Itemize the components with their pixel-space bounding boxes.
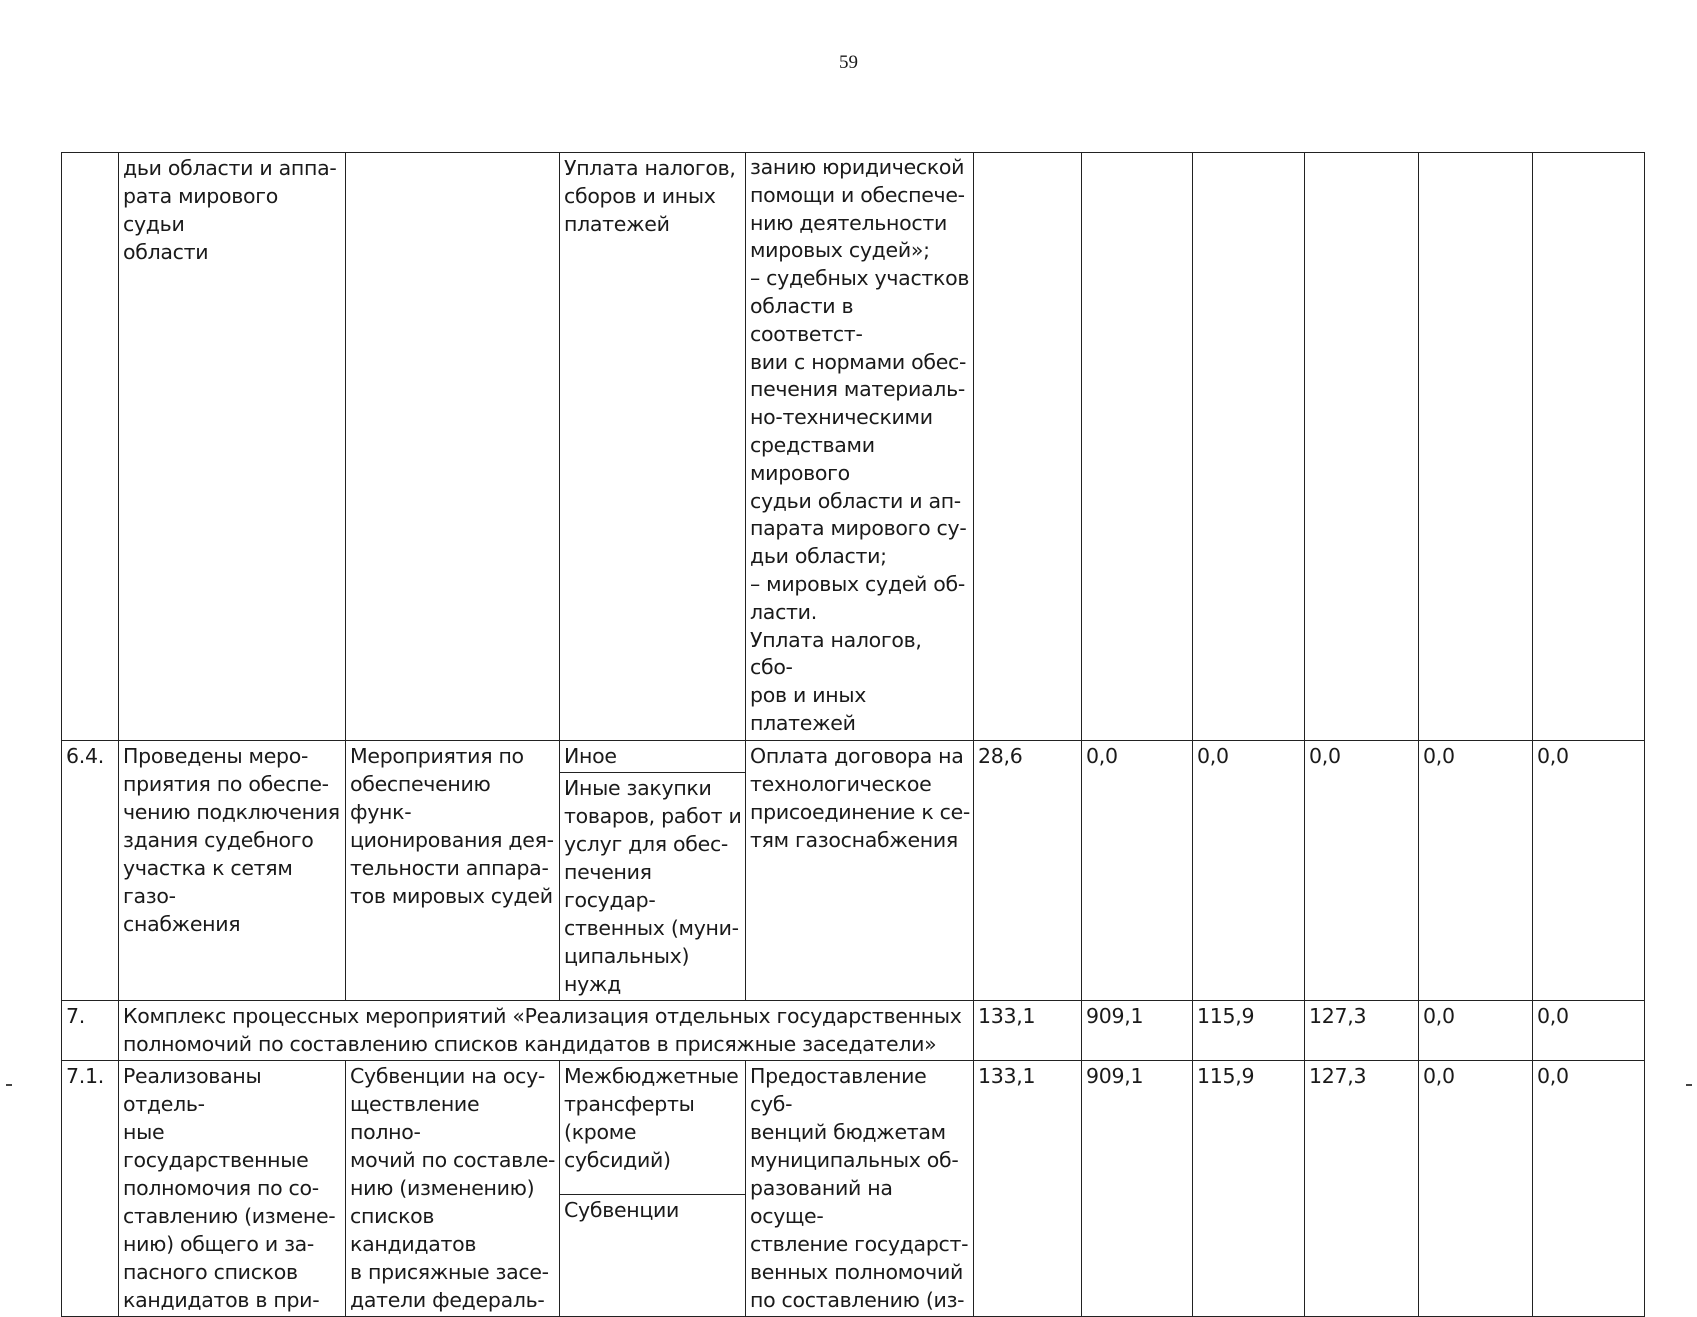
cell-expense: Субвенции bbox=[560, 1195, 746, 1317]
cell-num: 6.4. bbox=[62, 740, 119, 1000]
cell-value bbox=[1193, 153, 1305, 741]
cell-complex-title: Комплекс процессных мероприятий «Реализация отдельных государственных полномочий по составлению списков кандидатов в присяжные заседатели» bbox=[119, 1000, 974, 1060]
cell-value: 0,0 bbox=[1419, 1000, 1533, 1060]
cell-expense: Уплата налогов, сборов и иных платежей bbox=[560, 153, 746, 741]
cell-value: 127,3 bbox=[1305, 1000, 1419, 1060]
cell-result: дьи области и аппа- рата мирового судьи области bbox=[119, 153, 346, 741]
cell-type: Субвенции на осу- ществление полно- мочий по составле- нию (изменению) списков кандидатов в присяжные засе- датели федераль- bbox=[346, 1060, 560, 1316]
table-row-7 bbox=[62, 1000, 1645, 1060]
cell-description: Предоставление суб- венций бюджетам муниципальных об- разований на осуще- ствление государст- венных полномочий по составлению (из- bbox=[746, 1060, 974, 1316]
cell-description: Оплата договора на технологическое присоединение к се- тям газоснабжения bbox=[746, 740, 974, 1000]
cell-expense: Иное bbox=[560, 740, 746, 772]
cell-value: 0,0 bbox=[1419, 740, 1533, 1000]
cell-value: 127,3 bbox=[1305, 1060, 1419, 1316]
budget-measures-table bbox=[61, 152, 1645, 1317]
cell-type bbox=[346, 153, 560, 741]
cell-value bbox=[974, 153, 1082, 741]
cell-expense: Межбюджетные трансферты (кроме субсидий) bbox=[560, 1060, 746, 1194]
scan-edge-mark bbox=[6, 1084, 12, 1086]
scan-edge-mark bbox=[1686, 1084, 1692, 1086]
cell-value: 0,0 bbox=[1533, 1000, 1645, 1060]
cell-value bbox=[1419, 153, 1533, 741]
cell-num bbox=[62, 153, 119, 741]
cell-value: 133,1 bbox=[974, 1000, 1082, 1060]
cell-value: 0,0 bbox=[1082, 740, 1193, 1000]
cell-value: 133,1 bbox=[974, 1060, 1082, 1316]
cell-value: 115,9 bbox=[1193, 1060, 1305, 1316]
cell-value: 0,0 bbox=[1533, 1060, 1645, 1316]
cell-num: 7.1. bbox=[62, 1060, 119, 1316]
cell-value: 909,1 bbox=[1082, 1000, 1193, 1060]
cell-value: 0,0 bbox=[1533, 740, 1645, 1000]
cell-value: 0,0 bbox=[1419, 1060, 1533, 1316]
cell-value bbox=[1305, 153, 1419, 741]
table-row-continuation bbox=[62, 153, 1645, 741]
cell-value: 115,9 bbox=[1193, 1000, 1305, 1060]
table-row-6-4 bbox=[62, 740, 1645, 772]
cell-value bbox=[1082, 153, 1193, 741]
cell-value: 0,0 bbox=[1193, 740, 1305, 1000]
cell-result: Реализованы отдель- ные государственные полномочия по со- ставлению (измене- нию) общего и за- пасного списков кандидатов в при- bbox=[119, 1060, 346, 1316]
cell-value: 0,0 bbox=[1305, 740, 1419, 1000]
page-number: 59 bbox=[839, 52, 858, 73]
cell-result: Проведены меро- приятия по обеспе- чению подключения здания судебного участка к сетям газо- снабжения bbox=[119, 740, 346, 1000]
cell-type: Мероприятия по обеспечению функ- ционирования дея- тельности аппара- тов мировых судей bbox=[346, 740, 560, 1000]
cell-value bbox=[1533, 153, 1645, 741]
cell-description: занию юридической помощи и обеспече- нию деятельности мировых судей»; – судебных участков области в соответст- вии с нормами обес- печения материаль- но-техническими средствами мирового судьи области и ап- парата мирового су- дьи области; – мировых судей об- ласти. Уплата налогов, сбо- ров и иных платежей bbox=[746, 153, 974, 741]
cell-value: 28,6 bbox=[974, 740, 1082, 1000]
table-row-7-1 bbox=[62, 1060, 1645, 1194]
cell-expense: Иные закупки товаров, работ и услуг для обес- печения государ- ственных (муни- ципальных) нужд bbox=[560, 772, 746, 1000]
cell-num: 7. bbox=[62, 1000, 119, 1060]
cell-value: 909,1 bbox=[1082, 1060, 1193, 1316]
